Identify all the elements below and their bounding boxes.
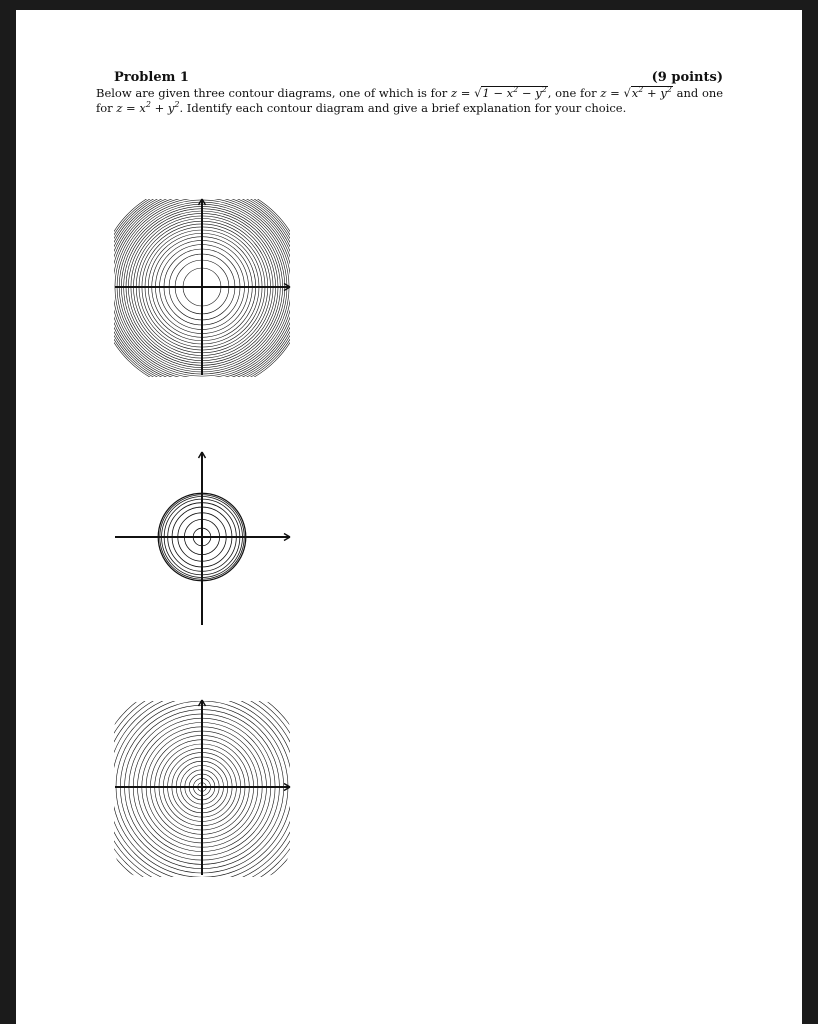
problem-title: Problem 1 bbox=[114, 70, 189, 85]
formula-cone: $z = √x^2 + y^2$ bbox=[600, 85, 672, 100]
separator-2: and one for bbox=[96, 86, 724, 115]
problem-points: (9 points) bbox=[651, 70, 723, 85]
contour-diagram-2 bbox=[110, 445, 295, 630]
separator-1: , one for bbox=[547, 86, 597, 100]
outro-text: . Identify each contour diagram and give a brief explanation for your choice. bbox=[179, 101, 627, 115]
contour-diagram-3 bbox=[110, 695, 295, 880]
formula-paraboloid: $z = x^2 + y^2$ bbox=[116, 100, 180, 115]
formula-hemisphere: $z = √1 - x^2 - y^2$ bbox=[450, 85, 547, 100]
problem-statement bbox=[96, 86, 723, 116]
intro-text: Below are given three contour diagrams, one of which is for bbox=[96, 86, 448, 100]
contour-diagram-1 bbox=[110, 195, 295, 380]
